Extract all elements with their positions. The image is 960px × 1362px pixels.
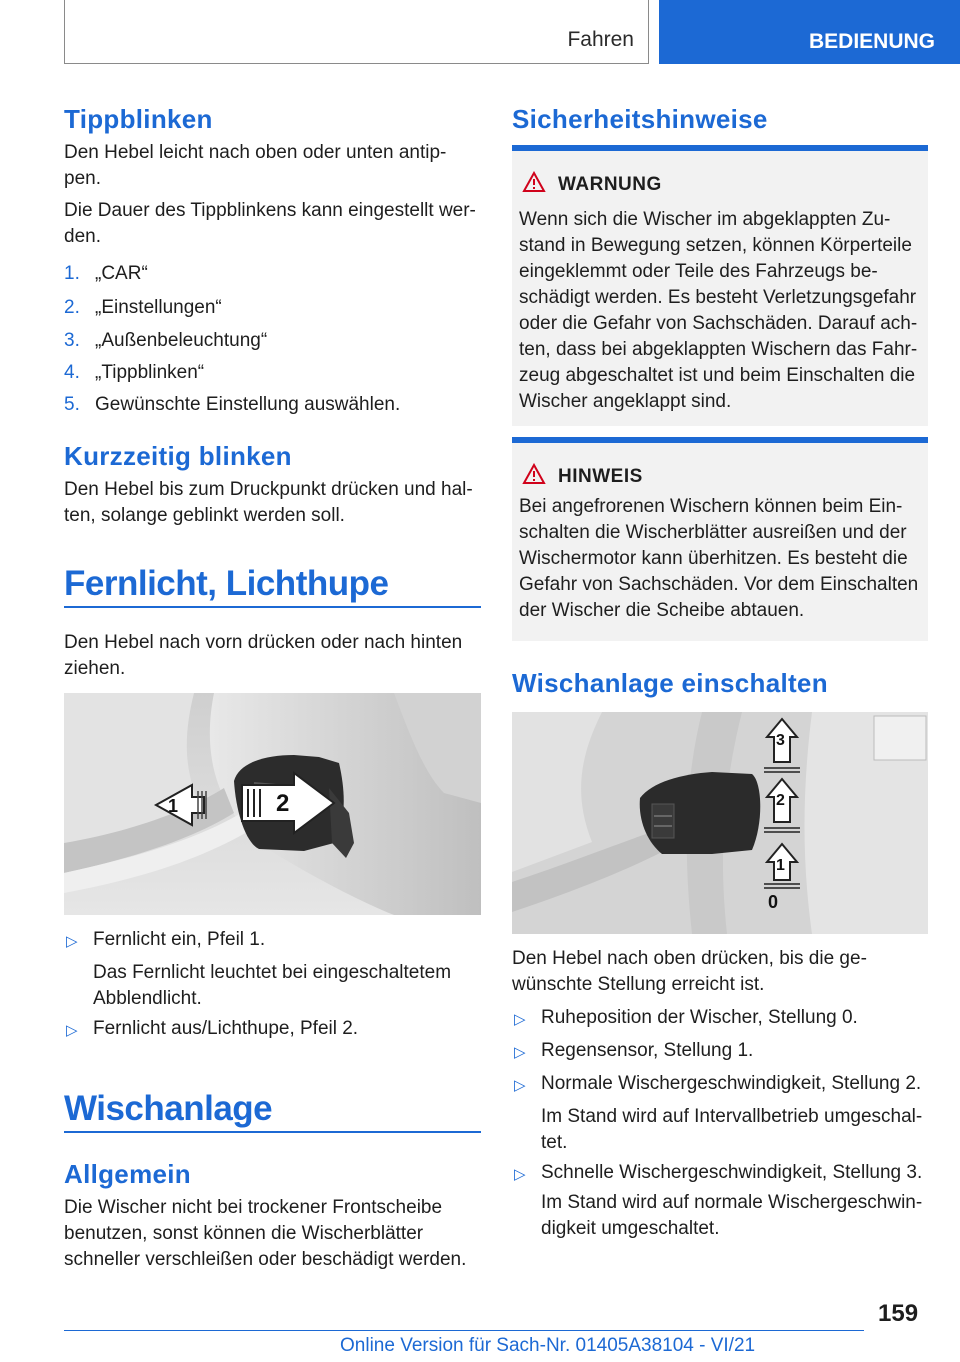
warning-label: WARNUNG bbox=[558, 174, 662, 195]
text-line: pen. bbox=[64, 168, 101, 189]
figure-wiper-lever bbox=[512, 712, 928, 934]
fig-position-label: 1 bbox=[776, 857, 785, 874]
figure-lever-high-beam bbox=[64, 693, 481, 915]
page-number: 159 bbox=[878, 1300, 919, 1327]
step-text: „Tippblinken“ bbox=[95, 362, 205, 383]
text-line: Wischer angeklappt sind. bbox=[519, 391, 732, 412]
text-line: schädigt werden. Es besteht Verletzungsgefahr bbox=[519, 287, 917, 308]
bullet-text: Fernlicht ein, Pfeil 1. bbox=[93, 929, 266, 950]
text-line: Abblendlicht. bbox=[93, 988, 202, 1009]
heading-wischanlage: Wischanlage bbox=[64, 1089, 273, 1128]
text-line: oder die Gefahr von Sachschäden. Darauf ach- bbox=[519, 313, 918, 334]
text-line: benutzen, sonst können die Wischerblätter bbox=[64, 1223, 424, 1244]
einschalten-paragraph bbox=[512, 946, 867, 998]
text-line: Das Fernlicht leuchtet bei eingeschaltetem bbox=[93, 962, 452, 983]
hinweis-label: HINWEIS bbox=[558, 466, 643, 487]
bullet-triangle-icon: ▷ bbox=[514, 1077, 526, 1094]
text-line: Wenn sich die Wischer im abgeklappten Zu- bbox=[519, 209, 891, 230]
bullet-text: Fernlicht aus/Lichthupe, Pfeil 2. bbox=[93, 1018, 359, 1039]
heading-rule bbox=[64, 1131, 481, 1133]
step-number: 3. bbox=[64, 330, 80, 351]
bullet-subtext bbox=[541, 1190, 922, 1242]
fig-position-label: 3 bbox=[776, 732, 785, 749]
text-line: Im Stand wird auf Intervallbetrieb umgeschal- bbox=[541, 1106, 923, 1127]
hinweis-text bbox=[519, 494, 924, 624]
step-text: „Einstellungen“ bbox=[95, 297, 222, 318]
bullet-text: Schnelle Wischergeschwindigkeit, Stellung 3. bbox=[541, 1162, 923, 1183]
allgemein-paragraph bbox=[64, 1195, 466, 1273]
text-line: Die Dauer des Tippblinkens kann eingestellt wer- bbox=[64, 200, 476, 221]
text-line: ziehen. bbox=[64, 658, 126, 679]
text-line: Den Hebel bis zum Druckpunkt drücken und hal- bbox=[64, 479, 473, 500]
fig-position-label: 2 bbox=[776, 792, 785, 809]
warning-text bbox=[519, 207, 924, 415]
lever-illustration bbox=[64, 693, 481, 915]
warning-box bbox=[512, 145, 928, 426]
text-line: schalten die Wischerblätter ausreißen und der bbox=[519, 522, 907, 543]
header-section-title: Fahren bbox=[567, 28, 634, 51]
text-line: Den Hebel nach oben drücken, bis die ge- bbox=[512, 948, 867, 969]
warning-triangle-icon bbox=[522, 463, 546, 485]
heading-kurzzeitig-blinken: Kurzzeitig blinken bbox=[64, 441, 292, 471]
bullet-subtext bbox=[93, 960, 451, 1012]
heading-wischanlage-einschalten: Wischanlage einschalten bbox=[512, 668, 828, 698]
bullet-triangle-icon: ▷ bbox=[66, 1022, 78, 1039]
bullet-text: Regensensor, Stellung 1. bbox=[541, 1040, 754, 1061]
text-line: den. bbox=[64, 226, 101, 247]
text-line: Bei angefrorenen Wischern können beim Ein- bbox=[519, 496, 903, 517]
header-chapter-tab: BEDIENUNG bbox=[659, 0, 960, 64]
kurzzeitig-paragraph bbox=[64, 477, 473, 529]
heading-tippblinken: Tippblinken bbox=[64, 104, 213, 134]
bullet-text: Ruheposition der Wischer, Stellung 0. bbox=[541, 1007, 858, 1028]
text-line: tet. bbox=[541, 1132, 568, 1153]
bullet-triangle-icon: ▷ bbox=[66, 933, 78, 950]
tippblinken-paragraph-2 bbox=[64, 198, 476, 250]
step-number: 4. bbox=[64, 362, 80, 383]
bullet-text: Normale Wischergeschwindigkeit, Stellung 2. bbox=[541, 1073, 922, 1094]
text-line: wünschte Stellung erreicht ist. bbox=[512, 974, 765, 995]
hinweis-box bbox=[512, 437, 928, 641]
footer-rule bbox=[64, 1330, 864, 1331]
bullet-subtext bbox=[541, 1104, 922, 1156]
step-text: „CAR“ bbox=[95, 263, 148, 284]
footer-version-text: Online Version für Sach-Nr. 01405A38104 - VI/21 bbox=[340, 1335, 756, 1356]
bullet-triangle-icon: ▷ bbox=[514, 1011, 526, 1028]
text-line: eingeklemmt oder Teile des Fahrzeugs be- bbox=[519, 261, 878, 282]
warning-triangle-icon bbox=[522, 171, 546, 193]
text-line: Die Wischer nicht bei trockener Frontscheibe bbox=[64, 1197, 443, 1218]
bullet-triangle-icon: ▷ bbox=[514, 1166, 526, 1183]
heading-fernlicht-lichthupe: Fernlicht, Lichthupe bbox=[64, 564, 389, 603]
heading-allgemein: Allgemein bbox=[64, 1159, 191, 1189]
step-text: „Außenbeleuchtung“ bbox=[95, 330, 268, 351]
hinweis-box-bar bbox=[512, 437, 928, 443]
text-line: Im Stand wird auf normale Wischergeschwin- bbox=[541, 1192, 923, 1213]
heading-sicherheitshinweise: Sicherheitshinweise bbox=[512, 104, 768, 134]
text-line: zeug abgeschaltet ist und beim Einschalten die bbox=[519, 365, 916, 386]
heading-rule bbox=[64, 606, 481, 608]
wiper-lever-illustration bbox=[512, 712, 928, 934]
warning-box-bar bbox=[512, 145, 928, 151]
text-line: ten, dass bei abgeklappten Wischern das Fahr- bbox=[519, 339, 918, 360]
text-line: stand in Bewegung setzen, können Körperteile bbox=[519, 235, 912, 256]
bullet-triangle-icon: ▷ bbox=[514, 1044, 526, 1061]
step-number: 5. bbox=[64, 394, 80, 415]
tippblinken-paragraph-1 bbox=[64, 140, 446, 192]
header-section-box bbox=[64, 0, 649, 64]
text-line: ten, solange geblinkt werden soll. bbox=[64, 505, 345, 526]
text-line: Wischermotor kann überhitzen. Es besteht die bbox=[519, 548, 908, 569]
text-line: Den Hebel nach vorn drücken oder nach hinten bbox=[64, 632, 463, 653]
fig-arrow-label: 2 bbox=[276, 790, 290, 817]
text-line: der Wischer die Scheibe abtauen. bbox=[519, 600, 805, 621]
step-number: 1. bbox=[64, 263, 80, 284]
step-text: Gewünschte Einstellung auswählen. bbox=[95, 394, 401, 415]
fig-arrow-label: 1 bbox=[168, 796, 179, 816]
text-line: digkeit umgeschaltet. bbox=[541, 1218, 720, 1239]
fig-position-label: 0 bbox=[768, 892, 779, 912]
fernlicht-paragraph bbox=[64, 630, 462, 682]
text-line: Den Hebel leicht nach oben oder unten antip- bbox=[64, 142, 447, 163]
text-line: schneller verschleißen oder beschädigt werden. bbox=[64, 1249, 467, 1270]
text-line: Gefahr von Sachschäden. Vor dem Einschalten bbox=[519, 574, 919, 595]
step-number: 2. bbox=[64, 297, 80, 318]
